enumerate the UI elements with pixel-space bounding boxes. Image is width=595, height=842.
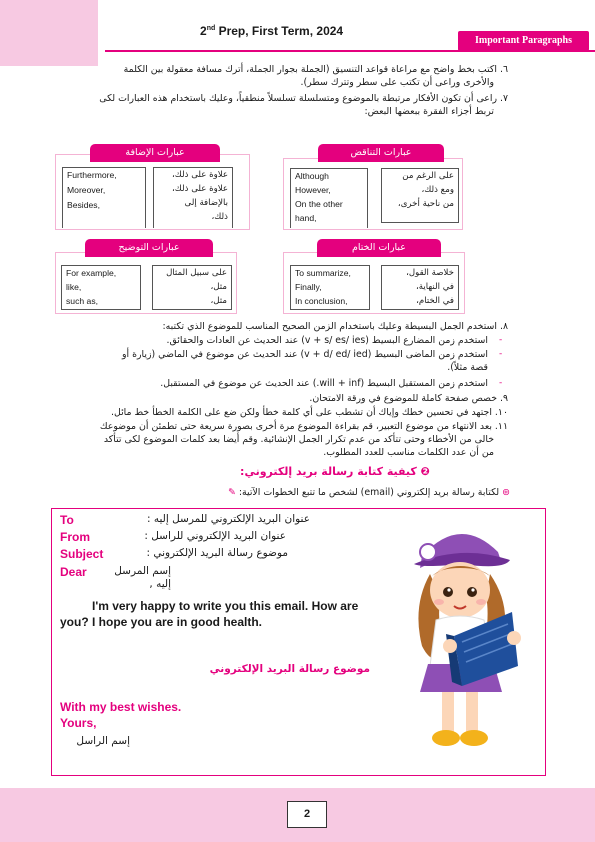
email-from-value: عنوان البريد الإلكتروني للراسل : (144, 530, 286, 542)
page-header-title: 2nd Prep, First Term, 2024 (200, 24, 344, 38)
section-badge: Important Paragraphs (458, 31, 589, 51)
email-closing-yours: Yours, (60, 716, 97, 730)
email-closing-wishes: With my best wishes. (60, 700, 182, 714)
tip-11: ١١. بعد الانتهاء من موضوع التعبير، قم بقراءة الموضوع مرة أخرى بصورة سريعة حتى تطمئن أن موضوعك خالى من الأخطاء وحتى تتأكد من عدم تكرار الجمل الإنشائية. وقم أيضا بعد كلمات الموضوع لكى تتأكد من أن عدد الكلمات مناسب للعدد المطلوب. (99, 421, 508, 458)
contrast-ar-col: على الرغم من ومع ذلك، من ناحية أخرى، (381, 168, 459, 223)
box-clarification-title: عبارات التوضيح (85, 239, 213, 257)
gear-bullet-icon: ⊛ (502, 487, 510, 498)
email-topic-placeholder: موضوع رسالة البريد الإلكتروني (209, 663, 370, 675)
bullet-dash: - (499, 349, 503, 359)
tip-8-past: استخدم زمن الماضى البسيط (v + d/ ed/ ied) عند الحديث عن موضوع في الماضي (زيارة أو قصة مثلاً). (122, 349, 488, 373)
pencil-icon: ✎ (227, 487, 236, 498)
email-subject-label: Subject (60, 547, 104, 561)
page-number: 2 (287, 801, 327, 828)
email-to-label: To (60, 513, 74, 527)
bullet-dash: - (499, 378, 503, 388)
email-subject-value: موضوع رسالة البريد الإلكتروني : (146, 547, 288, 559)
email-dear-label: Dear (60, 565, 87, 579)
tip-6: ٦. اكتب بخط واضح مع مراعاة قواعد التنسيق (الجملة بجوار الجملة، أترك مسافة معقولة بين الكلمة والأخرى وراعى أن تكتب على سطر وتترك سطر). (123, 64, 508, 88)
addition-en-col: Furthermore, Moreover, Besides, (62, 167, 146, 228)
conclusion-ar-col: خلاصة القول، في النهاية، في الختام، (381, 265, 459, 310)
clarification-ar-col: على سبيل المثال مثل، مثل، (152, 265, 232, 310)
email-from-label: From (60, 530, 90, 544)
tip-7: ٧. راعى أن تكون الأفكار مرتبطة بالموضوع ومتسلسلة تسلسلاً منطقياً، وعليك باستخدام هذه العبارات لكى تربط أجزاء الفقرة ببعضها البعض: (99, 93, 508, 117)
tip-8-present: استخدم زمن المضارع البسيط (v + s/ es/ ies) عند الحديث عن العادات والحقائق. (166, 335, 488, 346)
contrast-en-col: Although However, On the other hand, (290, 168, 368, 228)
clarification-en-col: For example, like, such as, (61, 265, 141, 310)
girl-reading-illustration (392, 516, 532, 756)
conclusion-en-col: To summarize, Finally, In conclusion, (290, 265, 370, 310)
corner-tab (0, 0, 98, 66)
addition-ar-col: علاوة على ذلك، علاوة على ذلك، بالإضافة إلى ذلك، (153, 167, 233, 228)
email-intro: ⊛ لكتابة رسالة بريد إلكتروني (email) لشخص ما تتبع الخطوات الآتية: ✎ (227, 487, 510, 498)
tip-8-future: استخدم زمن المستقبل البسيط (will + inf.) عند الحديث عن موضوع في المستقبل. (160, 378, 488, 389)
email-dear-value: إسم المرسل إليه , (114, 565, 171, 590)
tip-8: ٨. استخدم الجمل البسيطة وعليك باستخدام الزمن الصحيح المناسب للموضوع الذي تكتبه: (162, 321, 508, 332)
email-heading: ❷ كيفية كتابة رسالة بريد إلكتروني: (240, 465, 430, 478)
tip-10: ١٠. اجتهد في تحسين خطك وإياك أن تشطب على أي كلمة خطأ ولكن ضع على الكلمة الخطأ خط مائل. (110, 407, 508, 418)
tip-9: ٩. خصص صفحة كاملة للموضوع في ورقة الامتحان. (309, 393, 508, 404)
bullet-dash: - (499, 335, 503, 345)
email-body: I'm very happy to write you this email. How are you? I hope you are in good health. (60, 599, 359, 629)
box-contrast-title: عبارات التناقض (318, 144, 444, 162)
email-sender-name: إسم الراسل (76, 735, 130, 747)
email-to-value: عنوان البريد الإلكتروني للمرسل إليه : (146, 513, 310, 525)
box-conclusion-title: عبارات الختام (317, 239, 441, 257)
box-addition-title: عبارات الإضافة (90, 144, 220, 162)
